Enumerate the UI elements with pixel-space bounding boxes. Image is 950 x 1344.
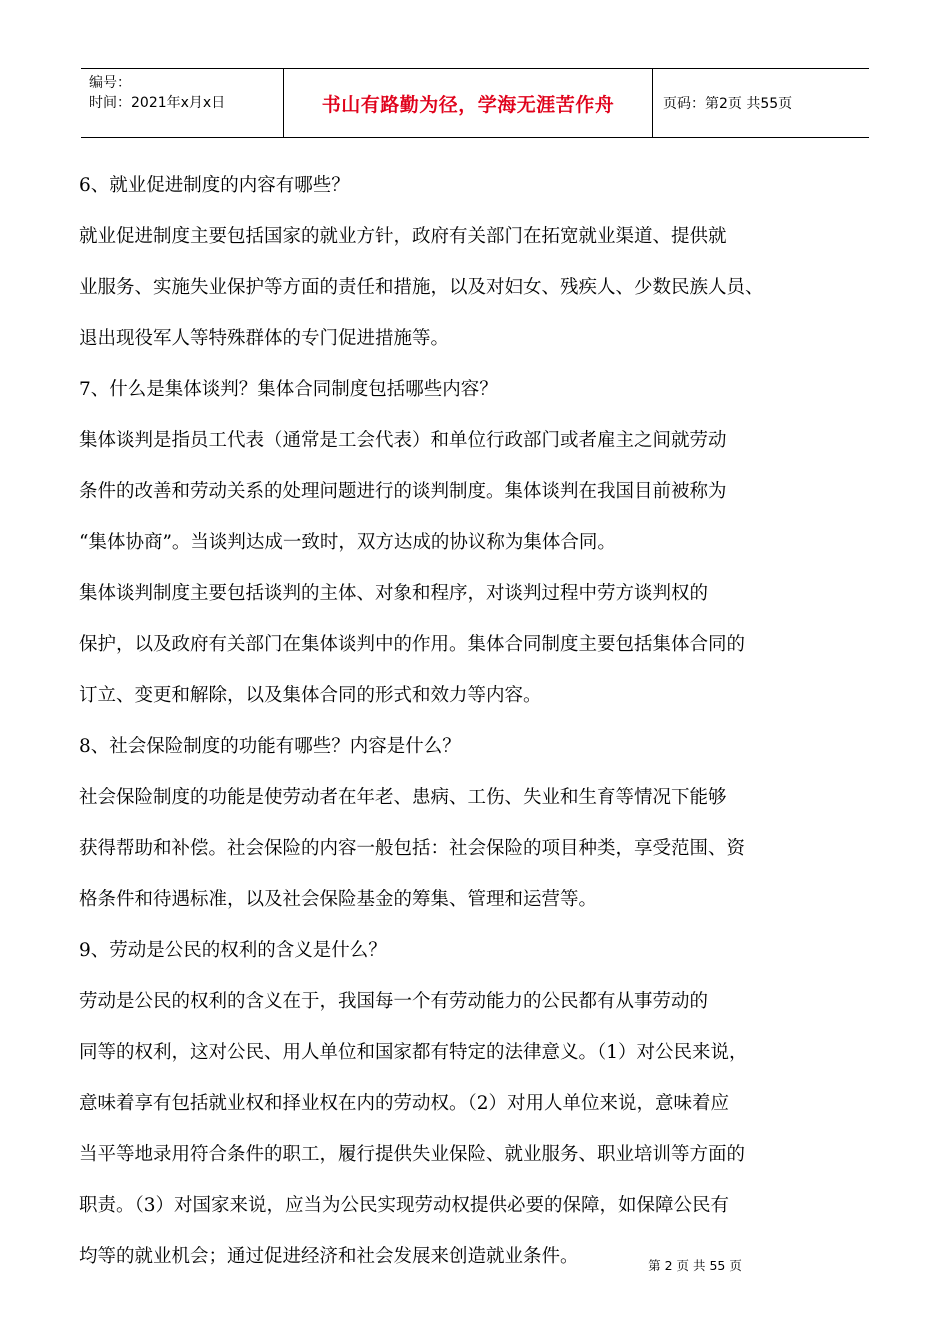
answer-line: 集体谈判是指员工代表（通常是工会代表）和单位行政部门或者雇主之间就劳动 bbox=[79, 430, 727, 451]
header-motto: 书山有路勤为径，学海无涯苦作舟 bbox=[321, 93, 615, 116]
document-time-label: 时间：2021年x月x日 bbox=[89, 95, 226, 111]
answer-line: 退出现役军人等特殊群体的专门促进措施等。 bbox=[79, 328, 450, 349]
answer-line: 同等的权利，这对公民、用人单位和国家都有特定的法律意义。（1）对公民来说， bbox=[79, 1042, 748, 1063]
document-body bbox=[79, 160, 879, 1282]
answer-line: 订立、变更和解除，以及集体合同的形式和效力等内容。 bbox=[79, 685, 542, 706]
answer-line: 集体谈判制度主要包括谈判的主体、对象和程序，对谈判过程中劳方谈判权的 bbox=[79, 583, 709, 604]
answer-line: 就业促进制度主要包括国家的就业方针，政府有关部门在拓宽就业渠道、提供就 bbox=[79, 226, 727, 247]
page-header bbox=[81, 68, 869, 138]
page-footer: 第 2 页 共 55 页 bbox=[648, 1258, 742, 1273]
answer-line: 保护，以及政府有关部门在集体谈判中的作用。集体合同制度主要包括集体合同的 bbox=[79, 634, 746, 655]
question-heading: 6、就业促进制度的内容有哪些？ bbox=[79, 175, 350, 196]
answer-line: 格条件和待遇标准，以及社会保险基金的筹集、管理和运营等。 bbox=[79, 889, 598, 910]
answer-line: 社会保险制度的功能是使劳动者在年老、患病、工伤、失业和生育等情况下能够 bbox=[79, 787, 727, 808]
answer-line: 业服务、实施失业保护等方面的责任和措施，以及对妇女、残疾人、少数民族人员、 bbox=[79, 277, 764, 298]
header-meta bbox=[81, 69, 283, 137]
header-page-info: 页码：第2页 共55页 bbox=[663, 96, 793, 112]
answer-line: 当平等地录用符合条件的职工，履行提供失业保险、就业服务、职业培训等方面的 bbox=[79, 1144, 746, 1165]
document-number-label: 编号： bbox=[89, 75, 131, 91]
header-page-info-cell bbox=[653, 69, 869, 137]
header-motto-cell bbox=[283, 69, 653, 137]
question-heading: 9、劳动是公民的权利的含义是什么？ bbox=[79, 940, 387, 961]
answer-line: 条件的改善和劳动关系的处理问题进行的谈判制度。集体谈判在我国目前被称为 bbox=[79, 481, 727, 502]
answer-line: 职责。（3）对国家来说，应当为公民实现劳动权提供必要的保障，如保障公民有 bbox=[79, 1195, 730, 1216]
answer-line: “集体协商”。当谈判达成一致时，双方达成的协议称为集体合同。 bbox=[79, 532, 616, 553]
question-heading: 7、什么是集体谈判？集体合同制度包括哪些内容？ bbox=[79, 379, 498, 400]
answer-line: 均等的就业机会；通过促进经济和社会发展来创造就业条件。 bbox=[79, 1246, 579, 1267]
question-heading: 8、社会保险制度的功能有哪些？内容是什么？ bbox=[79, 736, 461, 757]
answer-line: 获得帮助和补偿。社会保险的内容一般包括：社会保险的项目种类，享受范围、资 bbox=[79, 838, 746, 859]
answer-line: 劳动是公民的权利的含义在于，我国每一个有劳动能力的公民都有从事劳动的 bbox=[79, 991, 709, 1012]
answer-line: 意味着享有包括就业权和择业权在内的劳动权。（2）对用人单位来说，意味着应 bbox=[79, 1093, 730, 1114]
